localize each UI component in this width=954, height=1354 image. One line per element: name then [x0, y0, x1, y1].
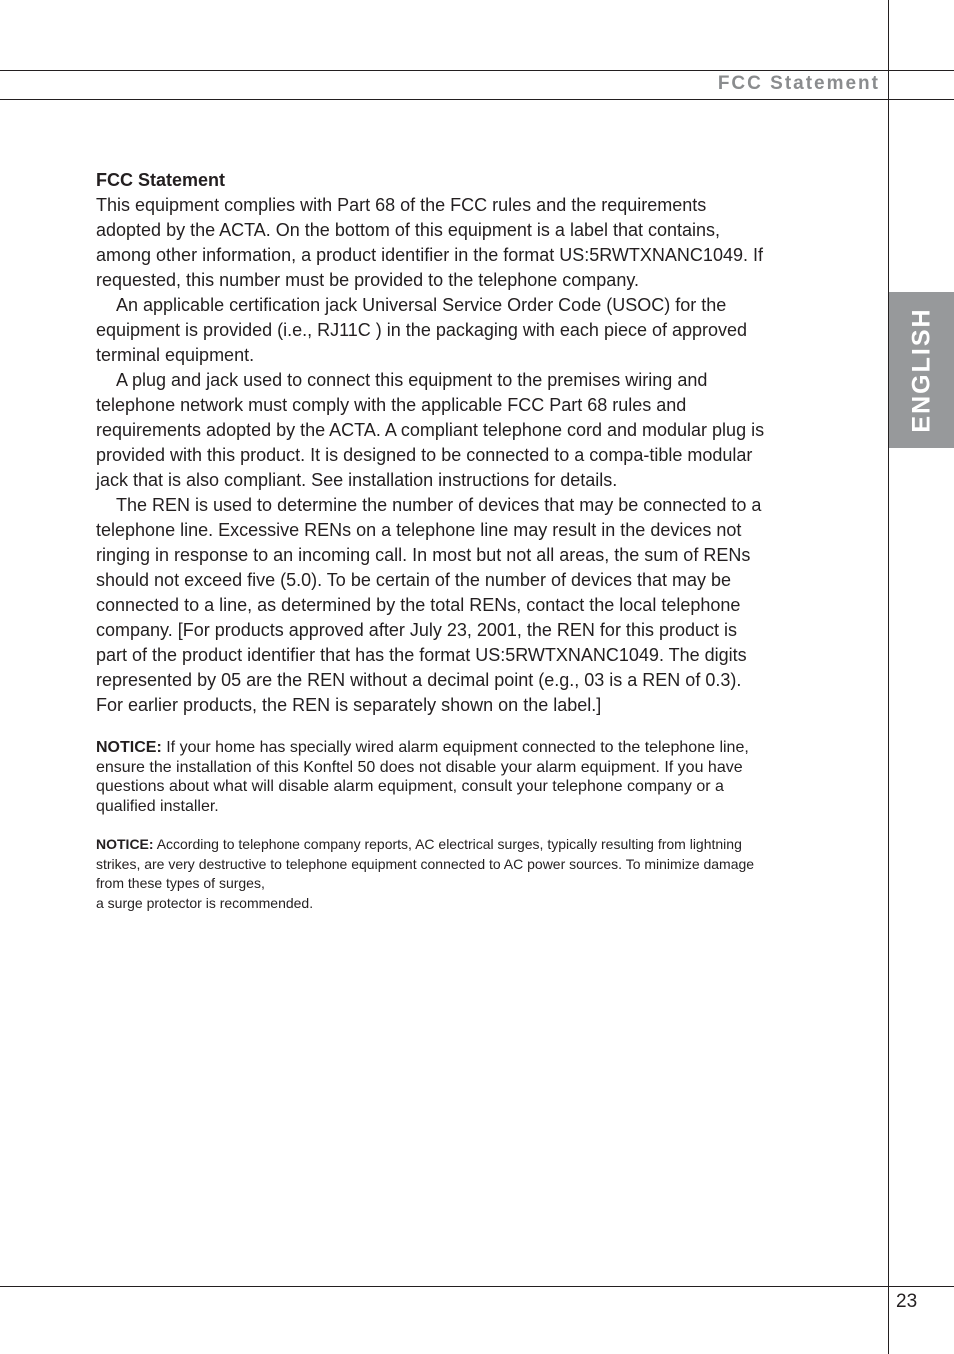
notice-label: NOTICE: [96, 739, 162, 756]
page-content [96, 168, 768, 913]
notice-text: According to telephone company reports, AC electrical surges, typically resulting from lightning strikes, are very destructive to telephone equipment connected to AC power sources. To minimize damage from these types of surges, [96, 836, 755, 891]
paragraph-usoc: An applicable certification jack Universal Service Order Code (USOC) for the equipment is provided (i.e., RJ11C ) in the packaging with each piece of approved terminal equipment. [96, 295, 748, 365]
notice-surge [96, 835, 768, 913]
notice-text: If your home has specially wired alarm equipment connected to the telephone line, ensure the installation of this Konftel 50 does not disable your alarm equipment. If you have questions about what will disable alarm equipment, consult your telephone company or a qualified installer. [96, 739, 749, 815]
notice-text-continued: a surge protector is recommended. [96, 894, 314, 911]
language-tab [889, 292, 954, 448]
footer-rule [0, 1286, 954, 1287]
running-header-title: FCC Statement [717, 73, 880, 94]
language-tab-label: ENGLISH [907, 307, 935, 433]
page-number: 23 [896, 1291, 918, 1312]
notice-alarm [96, 738, 768, 816]
header-rule-bottom [0, 99, 954, 100]
paragraph-plug-jack: A plug and jack used to connect this equipment to the premises wiring and telephone network must comply with the applicable FCC Part 68 rules and requirements adopted by the ACTA. A compliant telephone cord and modular plug is provided with this product. It is designed to be connected to a compa-tible modular jack that is also compliant. See installation instructions for details. [96, 370, 765, 490]
section-title: FCC Statement [96, 170, 226, 190]
paragraph-intro: This equipment complies with Part 68 of the FCC rules and the requirements adopted by the ACTA. On the bottom of this equipment is a label that contains, among other information, a product identifier in the format US:5RWTXNANC1049. If requested, this number must be provided to the telephone company. [96, 195, 763, 290]
paragraph-ren: The REN is used to determine the number of devices that may be connected to a telephone line. Excessive RENs on a telephone line may result in the devices not ringing in response to an incoming call. In most but not all areas, the sum of RENs should not exceed five (5.0). To be certain of the number of devices that may be connected to a line, as determined by the total RENs, contact the local telephone company. [For products approved after July 23, 2001, the REN for this product is part of the product identifier that has the format US:5RWTXNANC1049. The digits represented by 05 are the REN without a decimal point (e.g., 03 is a REN of 0.3). For earlier products, the REN is separately shown on the label.] [96, 495, 762, 715]
right-margin-rule [888, 0, 889, 1354]
notice-label: NOTICE: [96, 836, 154, 852]
header-rule-top [0, 70, 954, 71]
